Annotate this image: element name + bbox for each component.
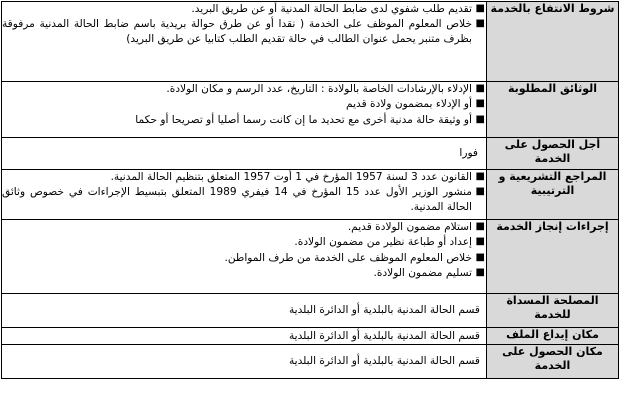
- service-info-table: [1, 1, 619, 379]
- bullet-icon: ■: [475, 18, 485, 30]
- list-item: [2, 2, 485, 16]
- list-item: [2, 235, 485, 249]
- bullet-icon: ■: [475, 83, 485, 94]
- label-delay: أجل الحصول على الخدمة: [487, 138, 619, 170]
- bullet-icon: ■: [475, 267, 485, 279]
- row-obtain: [2, 345, 619, 379]
- row-documents: [2, 82, 619, 138]
- item-text: منشور الوزير الأول عدد 15 المؤرخ في 14 فيفري 1989 المتعلق بتبسيط الإجراءات في خصوص وثائق الحالة المدنية.: [2, 186, 472, 213]
- service-value: قسم الحالة المدنية بالبلدية أو الدائرة البلدية: [2, 294, 487, 328]
- item-text: استلام مضمون الولادة قديم.: [347, 221, 472, 233]
- list-item: [2, 113, 485, 127]
- bullet-icon: ■: [475, 221, 485, 232]
- item-text: خلاص المعلوم الموظف على الخدمة ( نقدا أو عن طرق حوالة بريدية باسم ضابط الحالة المدنية مرفوقة بظرف متنبر يحمل عنوان الطالب في حالة تقديم الطلب كتابيا عن طريق البريد): [2, 18, 472, 45]
- content-references: [2, 170, 487, 220]
- list-item: [2, 251, 485, 265]
- row-conditions: [2, 2, 619, 82]
- label-procedures: إجراءات إنجاز الخدمة: [487, 220, 619, 294]
- label-service: المصلحة المسداة للخدمة: [487, 294, 619, 328]
- bullet-icon: ■: [475, 236, 485, 248]
- row-delay: [2, 138, 619, 170]
- item-text: تقديم طلب شفوي لدى ضابط الحالة المدنية أو عن طريق البريد.: [191, 3, 472, 15]
- label-deposit: مكان إيداع الملف: [487, 328, 619, 345]
- list-item: [2, 266, 485, 280]
- item-text: تسليم مضمون الولادة.: [373, 267, 472, 280]
- list-item: [2, 170, 485, 184]
- list-item: [2, 220, 485, 234]
- obtain-value: قسم الحالة المدنية بالبلدية أو الدائرة البلدية: [2, 345, 487, 379]
- list-item: [2, 185, 485, 214]
- content-procedures: [2, 220, 487, 294]
- content-documents: [2, 82, 487, 138]
- list-item: [2, 97, 485, 111]
- list-item: [2, 82, 485, 96]
- row-procedures: [2, 220, 619, 294]
- label-references: المراجع التشريعية و الترتيبية: [487, 170, 619, 220]
- row-references: [2, 170, 619, 220]
- item-text: أو وثيقة حالة مدنية أخرى مع تحديد ما إن كانت رسما أصليا أو تصريحا أو حكما: [135, 113, 472, 126]
- list-item: [2, 17, 485, 46]
- row-deposit: [2, 328, 619, 345]
- item-text: خلاص المعلوم الموظف على الخدمة من طرف المواطن.: [224, 251, 472, 264]
- delay-value: فورا: [459, 147, 478, 160]
- bullet-icon: ■: [475, 113, 485, 125]
- label-documents: الوثائق المطلوبة: [487, 82, 619, 138]
- item-text: أو الإدلاء بمضمون ولادة قديم: [346, 98, 472, 111]
- item-text: القانون عدد 3 لسنة 1957 المؤرخ في 1 أوت 1957 المتعلق بتنظيم الحالة المدنية.: [110, 171, 472, 183]
- label-obtain: مكان الحصول على الخدمة: [487, 345, 619, 379]
- row-service: [2, 294, 619, 328]
- item-text: إعداد أو طباعة نظير من مضمون الولادة.: [294, 236, 472, 249]
- content-conditions: [2, 2, 487, 82]
- deposit-value: قسم الحالة المدنية بالبلدية أو الدائرة البلدية: [2, 328, 487, 345]
- item-text: الإدلاء بالإرشادات الخاصة بالولادة : التاريخ، عدد الرسم و مكان الولادة.: [166, 83, 472, 95]
- bullet-icon: ■: [475, 3, 485, 14]
- label-conditions: شروط الانتفاع بالخدمة: [487, 2, 619, 82]
- bullet-icon: ■: [475, 186, 485, 198]
- bullet-icon: ■: [475, 251, 485, 263]
- bullet-icon: ■: [475, 98, 485, 110]
- content-delay: [2, 138, 487, 170]
- bullet-icon: ■: [475, 171, 485, 182]
